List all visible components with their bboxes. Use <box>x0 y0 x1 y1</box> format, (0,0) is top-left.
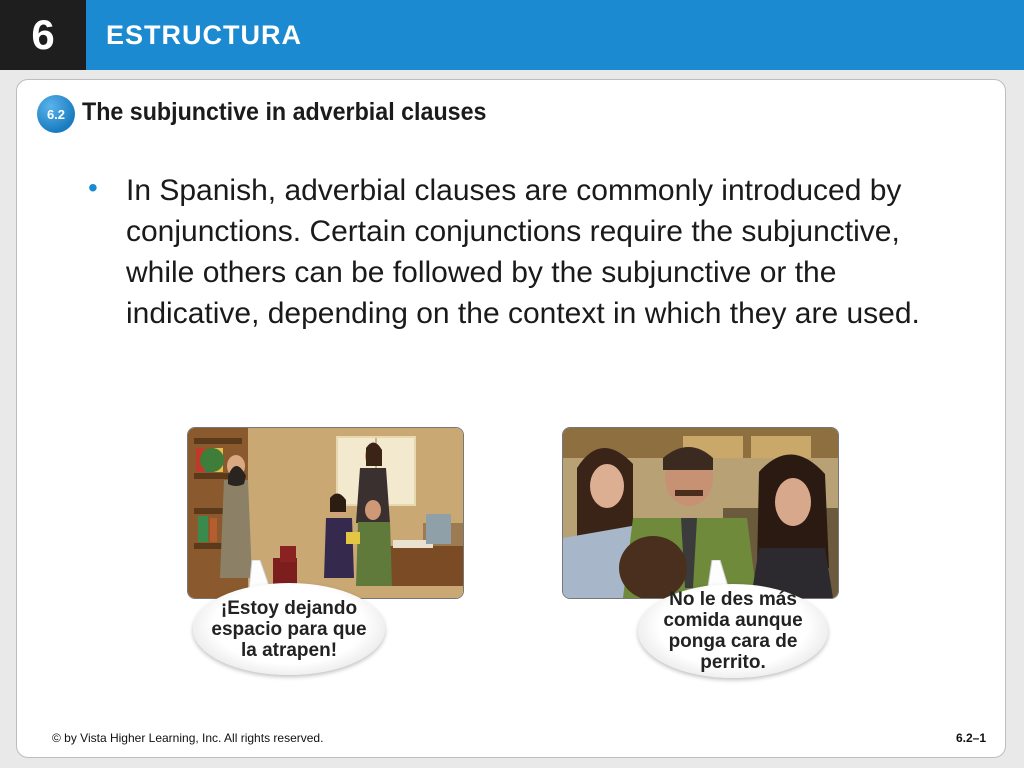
chapter-title: ESTRUCTURA <box>106 20 302 50</box>
chapter-number: 6 <box>0 0 86 70</box>
bullet-text: In Spanish, adverbial clauses are commonly introduced by conjunctions. Certain conjunctions require the subjunctive, while others can be followed by the subjunctive or the indicative, depending on the context in which they are used. <box>126 174 920 330</box>
bullet-marker: • <box>88 172 98 203</box>
speech-bubble: No le des más comida aunque ponga cara de perrito. <box>638 584 828 678</box>
office-scene-photo <box>187 427 464 599</box>
section-title: The subjunctive in adverbial clauses <box>82 98 487 126</box>
section-number-badge: 6.2 <box>37 95 75 133</box>
page-number: 6.2–1 <box>955 731 986 745</box>
chapter-header-bar <box>0 0 1024 70</box>
speech-bubble: ¡Estoy dejando espacio para que la atrapen! <box>193 583 385 675</box>
copyright-notice: © by Vista Higher Learning, Inc. All rights reserved. <box>52 731 324 745</box>
